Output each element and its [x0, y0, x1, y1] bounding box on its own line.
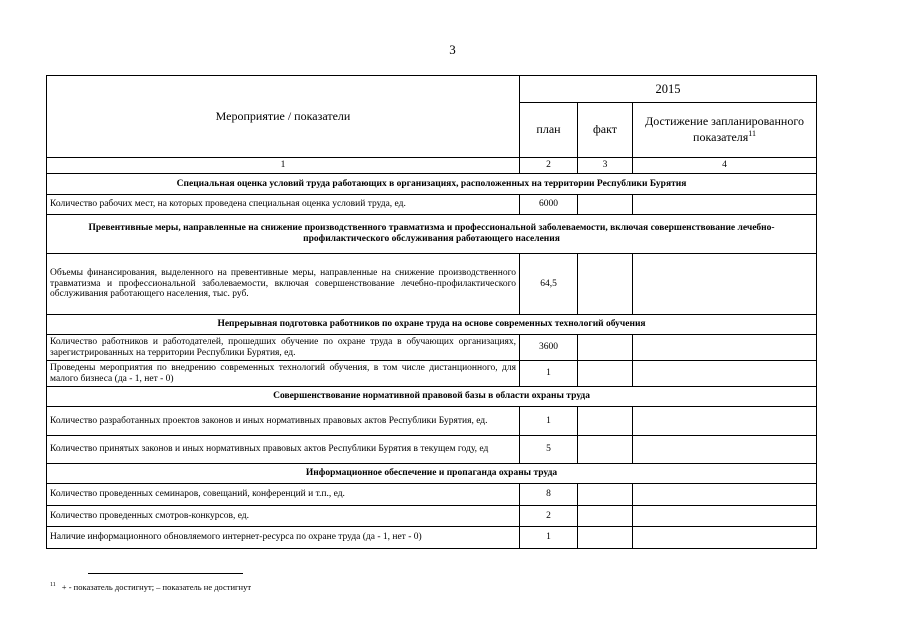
achievement-cell [633, 436, 817, 464]
section-row [47, 315, 817, 335]
indicator-cell: Количество разработанных проектов законов и иных нормативных правовых актов Республики Бурятия, ед. [47, 407, 520, 436]
plan-cell: 1 [520, 407, 578, 436]
footnote-divider [88, 573, 243, 574]
column-numbers-row [47, 158, 817, 174]
table-row [47, 527, 817, 549]
section-row [47, 174, 817, 195]
footnote-mark: 11 [50, 582, 56, 589]
footnote [50, 582, 251, 592]
column-number: 3 [578, 158, 633, 174]
section-title: Превентивные меры, направленные на снижение производственного травматизма и профессиональной заболеваемости, включая совершенствование лечебно-профилактического обслуживания работающего населения [47, 215, 817, 254]
fact-cell [578, 254, 633, 315]
achievement-cell [633, 195, 817, 215]
header-fact: факт [578, 103, 633, 158]
table-row [47, 195, 817, 215]
indicator-cell: Проведены мероприятия по внедрению современных технологий обучения, в том числе дистанционного, для малого бизнеса (да - 1, нет - 0) [47, 361, 520, 387]
fact-cell [578, 436, 633, 464]
achievement-cell [633, 407, 817, 436]
indicator-cell: Количество принятых законов и иных нормативных правовых актов Республики Бурятия в текущем году, ед [47, 436, 520, 464]
section-title: Информационное обеспечение и пропаганда охраны труда [47, 464, 817, 484]
column-number: 1 [47, 158, 520, 174]
plan-cell: 6000 [520, 195, 578, 215]
table-row [47, 361, 817, 387]
header-achievement-text: Достижение запланированного показателя [645, 114, 804, 144]
section-title: Непрерывная подготовка работников по охране труда на основе современных технологий обучения [47, 315, 817, 335]
section-row [47, 387, 817, 407]
achievement-cell [633, 527, 817, 549]
achievement-cell [633, 361, 817, 387]
plan-cell: 1 [520, 527, 578, 549]
fact-cell [578, 527, 633, 549]
indicator-cell: Количество проведенных семинаров, совещаний, конференций и т.п., ед. [47, 484, 520, 506]
header-plan: план [520, 103, 578, 158]
table-row [47, 335, 817, 361]
table-row [47, 407, 817, 436]
fact-cell [578, 484, 633, 506]
plan-cell: 5 [520, 436, 578, 464]
header-row-year [47, 76, 817, 103]
fact-cell [578, 506, 633, 527]
table-body [47, 76, 817, 549]
achievement-cell [633, 254, 817, 315]
header-achievement [633, 103, 817, 158]
indicator-cell: Количество проведенных смотров-конкурсов, ед. [47, 506, 520, 527]
page-number: 3 [449, 42, 456, 57]
header-footnote-mark: 11 [748, 129, 756, 138]
plan-cell: 64,5 [520, 254, 578, 315]
indicators-table [46, 75, 817, 549]
table-row [47, 506, 817, 527]
section-title: Специальная оценка условий труда работающих в организациях, расположенных на территории Республики Бурятия [47, 174, 817, 195]
header-name: Мероприятие / показатели [47, 76, 520, 158]
indicator-cell: Наличие информационного обновляемого интернет-ресурса по охране труда (да - 1, нет - 0) [47, 527, 520, 549]
indicator-cell: Объемы финансирования, выделенного на превентивные меры, направленные на снижение производственного травматизма и профессиональной заболеваемости, включая совершенствование лечебно-профилактического обслуживания работающего населения, тыс. руб. [47, 254, 520, 315]
fact-cell [578, 407, 633, 436]
plan-cell: 2 [520, 506, 578, 527]
achievement-cell [633, 506, 817, 527]
section-title: Совершенствование нормативной правовой базы в области охраны труда [47, 387, 817, 407]
section-row [47, 215, 817, 254]
achievement-cell [633, 484, 817, 506]
footnote-text: + - показатель достигнут; – показатель не достигнут [61, 582, 252, 592]
table-row [47, 254, 817, 315]
indicator-cell: Количество работников и работодателей, прошедших обучение по охране труда в обучающих организациях, зарегистрированных на территории Республики Бурятия, ед. [47, 335, 520, 361]
achievement-cell [633, 335, 817, 361]
table-row [47, 484, 817, 506]
fact-cell [578, 195, 633, 215]
fact-cell [578, 361, 633, 387]
column-number: 4 [633, 158, 817, 174]
indicator-cell: Количество рабочих мест, на которых проведена специальная оценка условий труда, ед. [47, 195, 520, 215]
fact-cell [578, 335, 633, 361]
plan-cell: 3600 [520, 335, 578, 361]
section-row [47, 464, 817, 484]
column-number: 2 [520, 158, 578, 174]
table-row [47, 436, 817, 464]
plan-cell: 8 [520, 484, 578, 506]
header-year: 2015 [520, 76, 817, 103]
plan-cell: 1 [520, 361, 578, 387]
